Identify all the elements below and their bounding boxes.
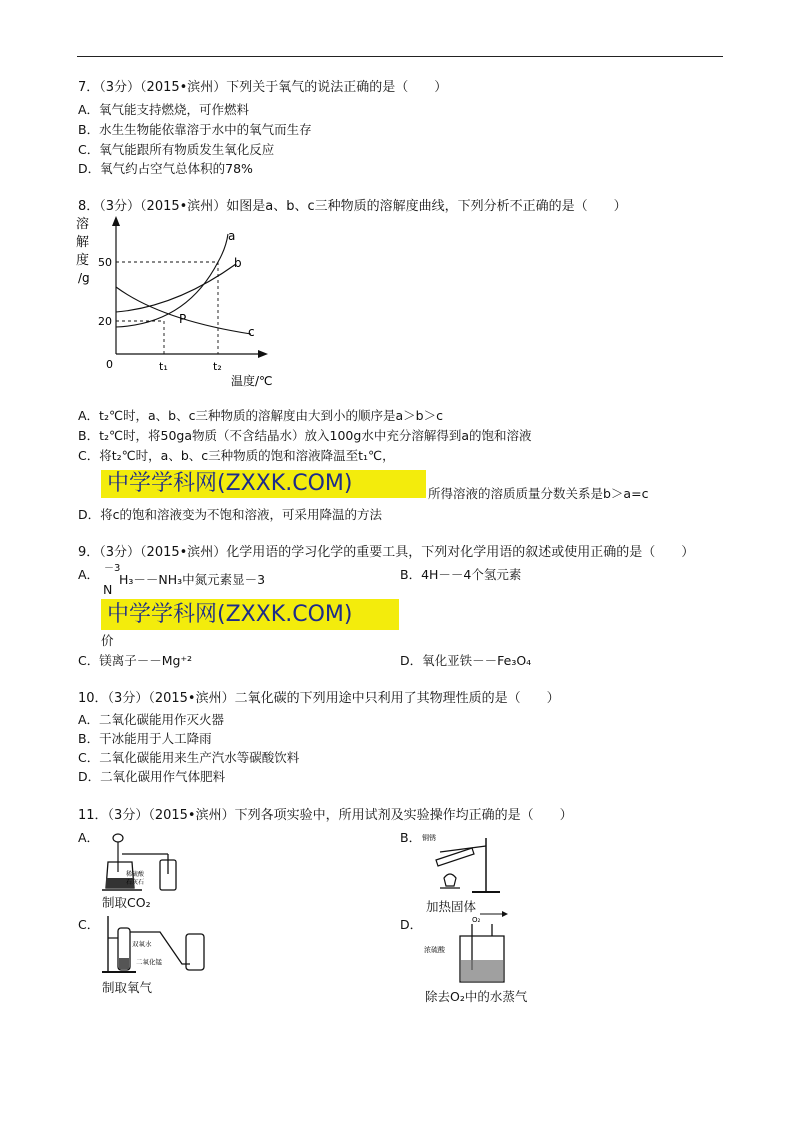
q8-option-a: A．t₂℃时，a、b、c三种物质的溶解度由大到小的顺序是a＞b＞c	[78, 408, 443, 423]
watermark-banner-1: 中学学科网(ZXXK.COM)	[101, 470, 426, 498]
solubility-curve-graph	[76, 212, 286, 392]
apparatus-c	[100, 912, 210, 977]
q8-stem: 8．（3分）（2015•滨州）如图是a、b、c三种物质的溶解度曲线，下列分析不正确的是（ ）	[78, 199, 627, 214]
q9-option-c: C．镁离子－－Mg⁺²	[78, 653, 193, 668]
q7-option-c: C．氧气能跟所有物质发生氧化反应	[78, 142, 275, 157]
graph-ylabel-4: /g	[78, 271, 90, 285]
q9-option-a-text: H₃－－NH₃中氮元素显－3	[119, 572, 266, 587]
q9-option-a-tail: 价	[101, 633, 114, 648]
q11-option-a-label: A．	[78, 830, 100, 845]
q9-stem: 9．（3分）（2015•滨州）化学用语的学习化学的重要工具，下列对化学用语的叙述或使用正确的是（ ）	[78, 545, 695, 560]
graph-xlabel: 温度/℃	[231, 374, 273, 388]
q10-stem: 10．（3分）（2015•滨州）二氧化碳的下列用途中只利用了其物理性质的是（ ）	[78, 691, 560, 706]
graph-y-arrow	[112, 216, 120, 226]
graph-ylabel-1: 溶	[76, 217, 90, 232]
q10-option-b: B．干冰能用于人工降雨	[78, 731, 212, 746]
apparatus-b-tag: 铜锈	[422, 834, 436, 842]
graph-origin: 0	[106, 358, 113, 371]
q8-option-b: B．t₂℃时，将50ga物质（不含结晶水）放入100g水中充分溶解得到a的饱和溶液	[78, 428, 532, 443]
q8-option-c-cont: 所得溶液的溶质质量分数关系是b＞a=c	[428, 486, 649, 501]
graph-t2-label: t₂	[213, 360, 222, 373]
q7-stem: 7．（3分）（2015•滨州）下列关于氧气的说法正确的是（ ）	[78, 80, 448, 95]
curve-c-label: c	[248, 325, 255, 339]
graph-ylabel-2: 解	[76, 235, 90, 250]
graph-ylabel-3: 度	[76, 253, 90, 268]
apparatus-d-tag1: O₂	[472, 916, 481, 924]
q10-option-a: A．二氧化碳能用作灭火器	[78, 712, 225, 727]
apparatus-d-tag2: 浓硫酸	[424, 946, 445, 954]
q8-option-c: C．将t₂℃时，a、b、c三种物质的饱和溶液降温至t₁℃，	[78, 448, 395, 463]
apparatus-b	[420, 830, 510, 898]
apparatus-a-caption: 制取CO₂	[102, 895, 151, 910]
q10-option-d: D．二氧化碳用作气体肥料	[78, 769, 226, 784]
q11-option-c-label: C．	[78, 917, 100, 932]
apparatus-a	[100, 832, 190, 894]
apparatus-a-tag2: 石灰石	[126, 879, 145, 886]
q8-option-d: D．将c的饱和溶液变为不饱和溶液，可采用降温的方法	[78, 507, 382, 522]
curve-a-label: a	[228, 229, 236, 243]
apparatus-d-caption: 除去O₂中的水蒸气	[425, 989, 528, 1004]
apparatus-c-tag2: 二氧化锰	[136, 958, 162, 966]
graph-y-tick-20: 20	[98, 315, 112, 328]
curve-b-label: b	[234, 256, 242, 270]
apparatus-c-tag1: 双氧水	[132, 940, 152, 948]
graph-t1-label: t₁	[159, 360, 168, 373]
apparatus-c-caption: 制取氧气	[102, 980, 153, 995]
q9-option-a-label: A．	[78, 567, 100, 582]
q11-option-d-label: D．	[400, 917, 423, 932]
watermark-banner-2: 中学学科网(ZXXK.COM)	[101, 599, 399, 630]
q7-option-b: B．水生生物能依靠溶于水中的氧气而生存	[78, 122, 312, 137]
apparatus-a-tag1: 稀硫酸	[126, 871, 145, 878]
q11-option-b-label: B．	[400, 830, 422, 845]
q11-stem: 11．（3分）（2015•滨州）下列各项实验中，所用试剂及实验操作均正确的是（ ）	[78, 808, 573, 823]
graph-y-tick-50: 50	[98, 256, 112, 269]
q10-option-c: C．二氧化碳能用来生产汽水等碳酸饮料	[78, 750, 300, 765]
graph-x-arrow	[258, 350, 268, 358]
q9-option-b: B．4H－－4个氢元素	[400, 567, 522, 582]
q9-option-d: D．氧化亚铁－－Fe₃O₄	[400, 653, 532, 668]
q9-option-a-sup: －3	[104, 563, 121, 574]
q9-option-a-n: N	[103, 582, 113, 597]
q7-option-d: D．氧气约占空气总体积的78%	[78, 161, 253, 176]
page-top-rule	[77, 56, 723, 57]
apparatus-b-caption: 加热固体	[426, 899, 477, 914]
apparatus-d	[420, 910, 520, 985]
point-p-label: P	[179, 312, 187, 326]
q7-option-a: A．氧气能支持燃烧，可作燃料	[78, 102, 250, 117]
